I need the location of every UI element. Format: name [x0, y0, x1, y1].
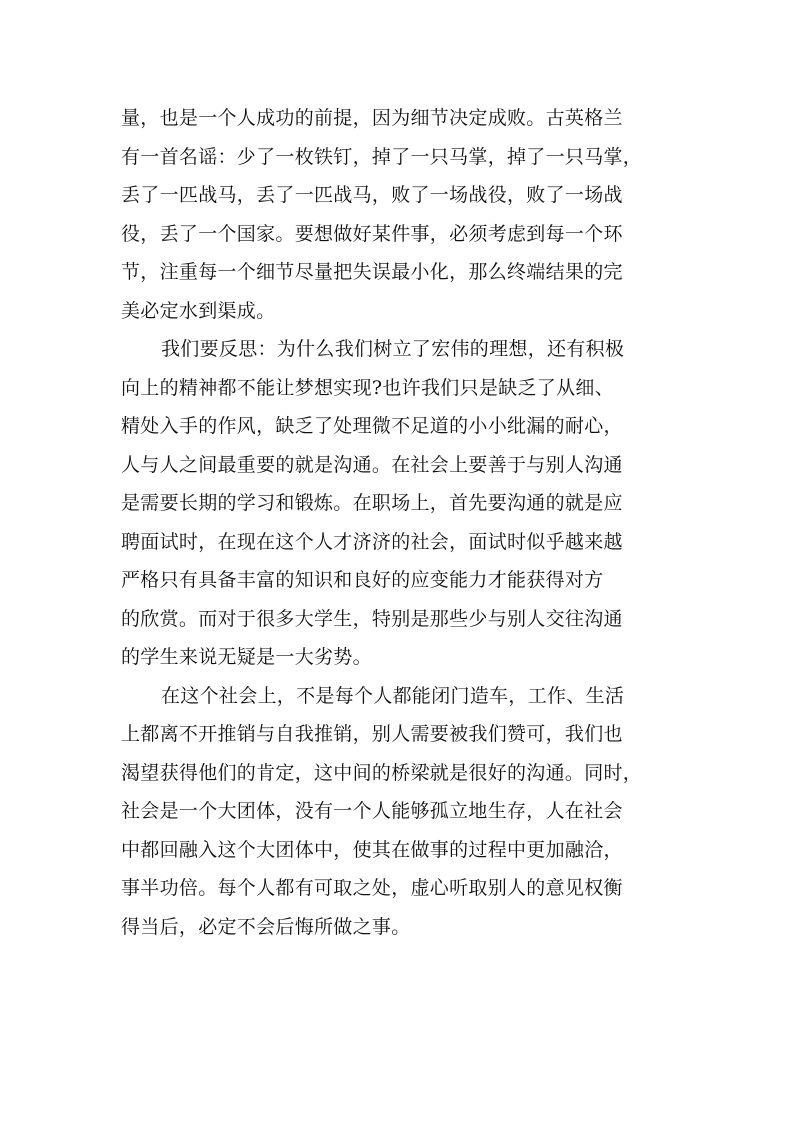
- text-line: 事半功倍。每个人都有可取之处，虚心听取别人的意见权衡: [121, 877, 623, 899]
- text-line: 得当后，必定不会后悔所做之事。: [121, 915, 411, 938]
- text-line: 人与人之间最重要的就是沟通。在社会上要善于与别人沟通: [121, 453, 623, 476]
- text-line: 的欣赏。而对于很多大学生，特别是那些少与别人交往沟通: [121, 607, 623, 630]
- text-line: 我们要反思：为什么我们树立了宏伟的理想，还有积极: [161, 338, 625, 360]
- text-line: 节，注重每一个细节尽量把失误最小化，那么终端结果的完: [121, 261, 623, 283]
- text-line: 美必定水到渠成。: [121, 299, 276, 322]
- text-line: 上都离不开推销与自我推销，别人需要被我们赞可，我们也: [121, 723, 623, 745]
- text-line: 在这个社会上，不是每个人都能闭门造车，工作、生活: [161, 684, 625, 707]
- text-line: 中都回融入这个大团体中，使其在做事的过程中更加融洽，: [121, 838, 623, 861]
- text-line: 渴望获得他们的肯定，这中间的桥梁就是很好的沟通。同时，: [121, 761, 643, 784]
- text-line: 量，也是一个人成功的前提，因为细节决定成败。古英格兰: [121, 107, 623, 129]
- text-line: 严格只有具备丰富的知识和良好的应变能力才能获得对方: [121, 569, 604, 591]
- text-line: 聘面试时，在现在这个人才济济的社会，面试时似乎越来越: [121, 530, 623, 553]
- text-line: 的学生来说无疑是一大劣势。: [121, 646, 372, 668]
- text-line: 向上的精神都不能让梦想实现?也许我们只是缺乏了从细、: [121, 376, 614, 399]
- text-line: 是需要长期的学习和锻炼。在职场上，首先要沟通的就是应: [121, 492, 623, 514]
- paragraph-1: [121, 99, 681, 330]
- paragraph-2: [121, 330, 681, 677]
- text-line: 精处入手的作风，缺乏了处理微不足道的小小纰漏的耐心，: [121, 415, 623, 437]
- paragraph-3: [121, 677, 681, 947]
- document-body: [121, 99, 681, 946]
- text-line: 有一首名谣：少了一枚铁钉，掉了一只马掌，掉了一只马掌，: [121, 145, 643, 168]
- text-line: 丢了一匹战马，丢了一匹战马，败了一场战役，败了一场战: [121, 184, 623, 206]
- text-line: 社会是一个大团体，没有一个人能够孤立地生存，人在社会: [121, 800, 623, 822]
- text-line: 役，丢了一个国家。要想做好某件事，必须考虑到每一个环: [121, 222, 623, 245]
